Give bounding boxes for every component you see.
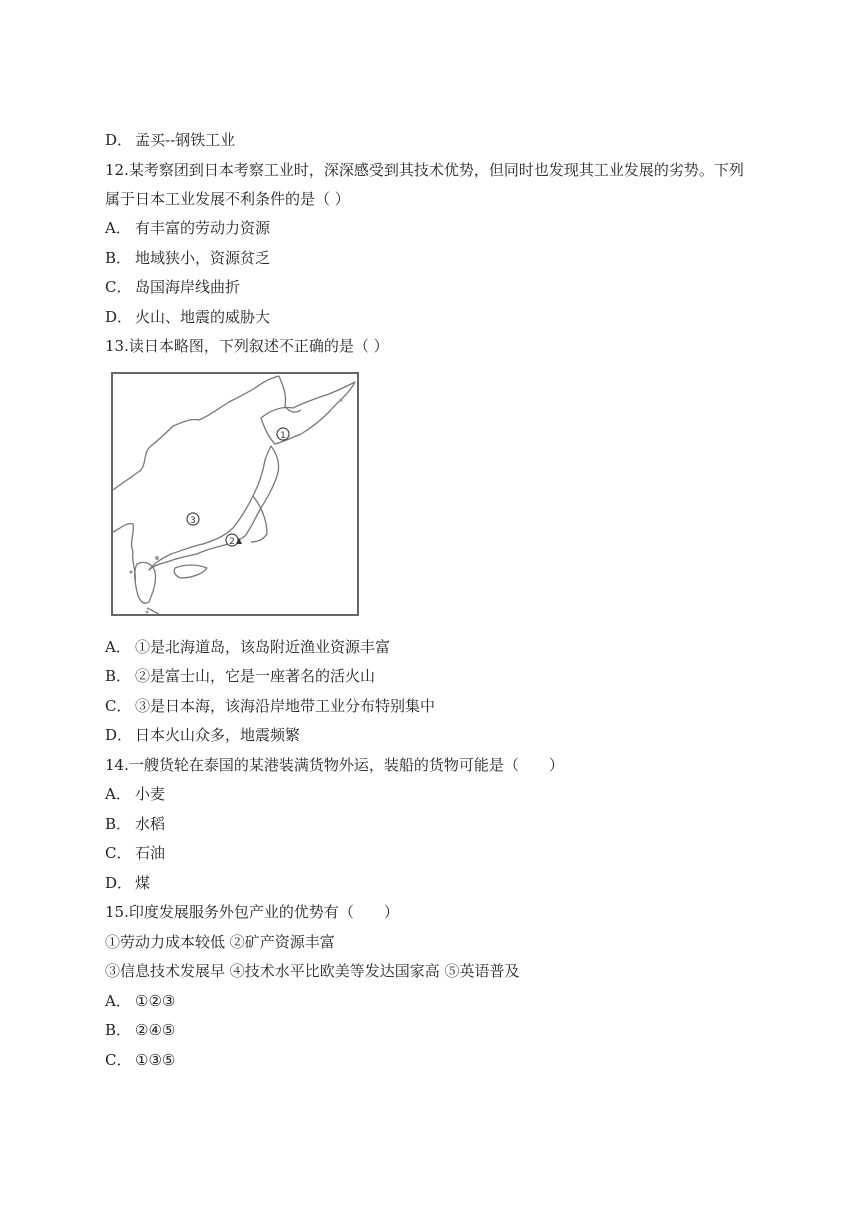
q11-option-d (105, 130, 765, 150)
option-label: A． (105, 785, 131, 803)
q14-option-d (105, 873, 765, 893)
option-label: C． (105, 278, 132, 296)
option-text: ①③⑤ (135, 1051, 176, 1069)
option-text: 有丰富的劳动力资源 (135, 219, 271, 237)
q14-option-a (105, 784, 765, 804)
q12-option-b (105, 248, 765, 268)
option-text: ②是富士山，它是一座著名的活火山 (135, 667, 376, 685)
q15-stem: 15.印度发展服务外包产业的优势有（ ） (105, 903, 399, 921)
option-label: D． (105, 131, 133, 149)
q13-option-b (105, 666, 765, 686)
option-text: 石油 (135, 844, 166, 862)
q14-option-c (105, 843, 765, 863)
option-label: C． (105, 697, 132, 715)
svg-text:1: 1 (280, 431, 286, 441)
option-text: ③是日本海，该海沿岸地带工业分布特别集中 (135, 697, 436, 715)
option-text: 地域狭小，资源贫乏 (135, 249, 271, 267)
option-text: ①②③ (135, 992, 176, 1010)
option-text: 水稻 (135, 815, 166, 833)
option-text: ②④⑤ (135, 1021, 176, 1039)
option-text: 日本火山众多，地震频繁 (135, 726, 301, 744)
q12-stem-line2: 属于日本工业发展不利条件的是（ ） (105, 190, 350, 208)
option-label: B． (105, 249, 132, 267)
q12-option-d (105, 307, 765, 327)
q13-option-d (105, 725, 765, 745)
option-label: C． (105, 844, 132, 862)
q14-option-b (105, 814, 765, 834)
option-label: D． (105, 726, 133, 744)
q15-option-c (105, 1050, 765, 1070)
option-text: 小麦 (135, 785, 166, 803)
q13-option-c (105, 696, 765, 716)
q15-statements-line2: ③信息技术发展早 ④技术水平比欧美等发达国家高 ⑤英语普及 (105, 962, 520, 980)
q13-stem: 13.读日本略图，下列叙述不正确的是（ ） (105, 337, 389, 355)
option-text: 火山、地震的威胁大 (135, 308, 271, 326)
option-text: 孟买--钢铁工业 (135, 131, 236, 149)
q12-option-a (105, 218, 765, 238)
map-marker-3 (187, 513, 199, 526)
option-label: A． (105, 219, 131, 237)
q15-option-a (105, 991, 765, 1011)
option-label: C． (105, 1051, 132, 1069)
q14-stem: 14.一艘货轮在泰国的某港装满货物外运，装船的货物可能是（ ） (105, 756, 564, 774)
svg-text:3: 3 (190, 516, 196, 526)
q15-option-b (105, 1020, 765, 1040)
option-text: 岛国海岸线曲折 (135, 278, 241, 296)
svg-text:2: 2 (229, 537, 235, 547)
option-label: A． (105, 638, 131, 656)
map-marker-1 (277, 428, 289, 441)
option-text: ①是北海道岛，该岛附近渔业资源丰富 (135, 638, 391, 656)
option-label: B． (105, 667, 132, 685)
option-label: D． (105, 874, 133, 892)
option-label: D． (105, 308, 133, 326)
option-label: A． (105, 992, 131, 1010)
option-label: B． (105, 1021, 132, 1039)
q13-option-a (105, 637, 765, 657)
japan-map (111, 372, 359, 616)
q12-option-c (105, 277, 765, 297)
option-text: 煤 (135, 874, 151, 892)
q12-stem-line1: 12.某考察团到日本考察工业时，深深感受到其技术优势，但同时也发现其工业发展的劣势。下列 (105, 161, 744, 179)
q15-statements-line1: ①劳动力成本较低 ②矿产资源丰富 (105, 933, 335, 951)
option-label: B． (105, 815, 132, 833)
